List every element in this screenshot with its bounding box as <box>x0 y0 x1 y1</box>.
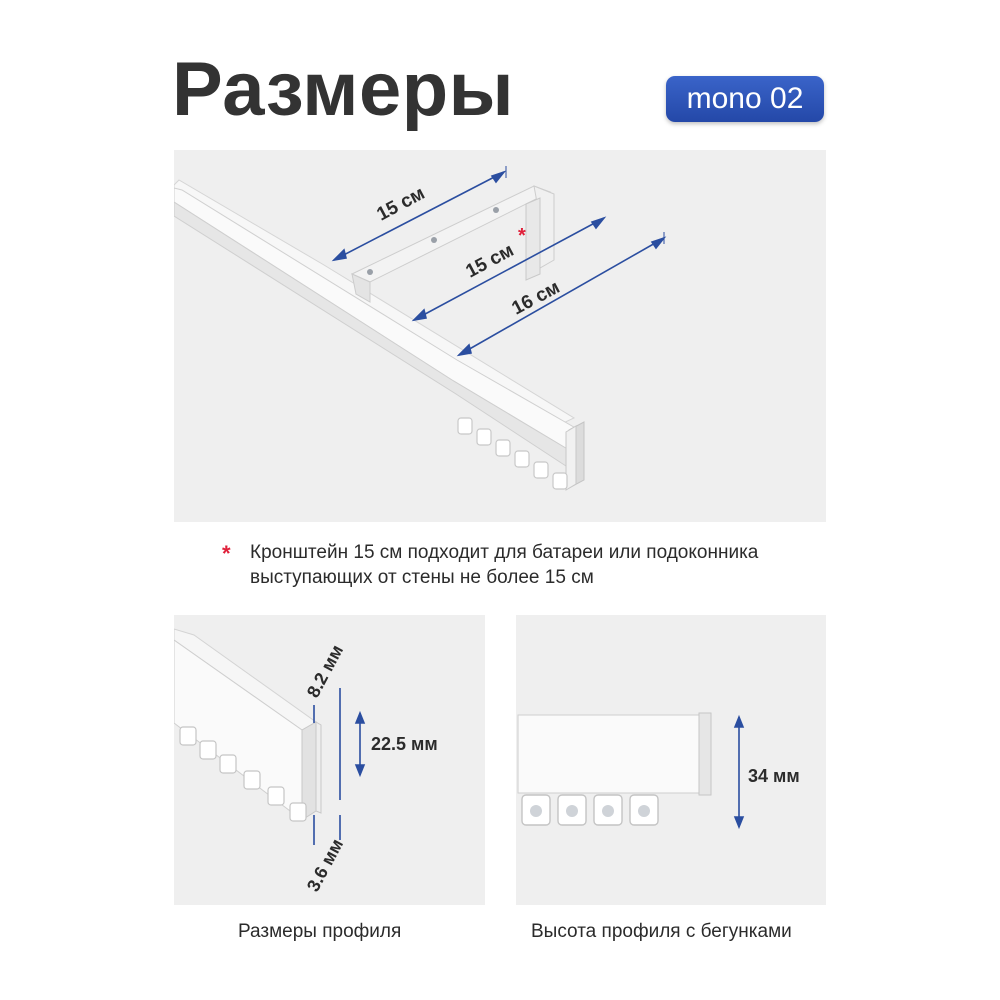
label-bracket-long: 16 см <box>508 276 564 320</box>
main-diagram-panel <box>174 150 826 522</box>
profile-caption: Размеры профиля <box>238 921 402 942</box>
profile-diagram-panel <box>174 615 485 905</box>
label-profile-height: 22.5 мм <box>371 734 438 754</box>
runner-diagram-panel <box>516 615 826 905</box>
label-runner-height: 34 мм <box>748 766 800 786</box>
note-asterisk: * <box>222 541 231 566</box>
label-bracket-mid: 15 см <box>462 239 518 283</box>
label-profile-width: 8.2 мм <box>302 641 348 701</box>
label-bracket-mid-asterisk: * <box>518 225 526 247</box>
runner-caption: Высота профиля с бегунками <box>531 921 792 942</box>
note-text: Кронштейн 15 см подходит для батареи или подоконника выступающих от стены не более 15 см <box>250 542 759 588</box>
runner-dimension-line <box>735 717 743 827</box>
runner-illustration <box>516 615 826 905</box>
label-bracket-top: 15 см <box>373 182 429 226</box>
label-profile-bottom: 3.6 мм <box>302 835 348 895</box>
rail-bracket-illustration <box>174 150 826 522</box>
model-badge: mono 02 <box>666 76 824 122</box>
runner-hooks-front <box>522 795 658 825</box>
profile-illustration <box>174 615 485 905</box>
page-title: Размеры <box>172 47 515 132</box>
